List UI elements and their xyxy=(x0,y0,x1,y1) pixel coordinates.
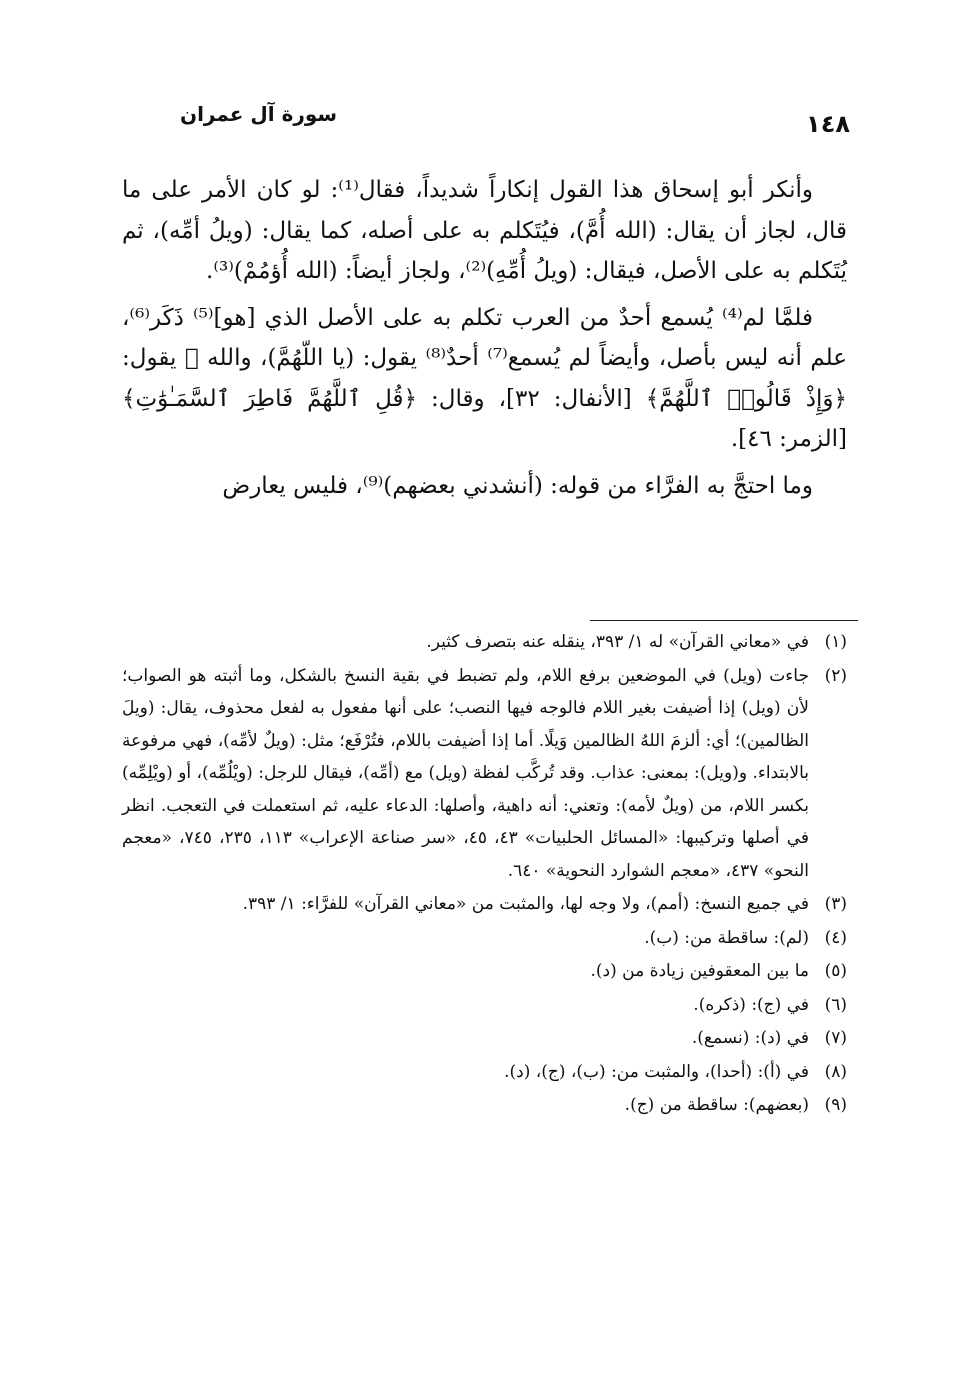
footnote-text: جاءت (ويل) في الموضعين برفع اللام، ولم تضبط في بقية النسخ بالشكل، وما أثبته هو الصواب؛ لأن (ويل) إذا أضيفت بغير اللام فالوجه فيها النصب؛ على أنها مفعول به لفعل محذوف، يقال: (ويلَ الظالمين)؛ أي: ألزمَ اللهُ الظالمين وَيلًا. أما إذا أضيفت باللام، فتُرْفَع؛ مثل: (ويلٌ لأمِّه)، فهي مرفوعة بالابتداء. و(ويل): بمعنى: عذاب. وقد تُركَّب لفظة (ويل) مع (أمِّه)، فيقال للرجل: (ويْلُمِّه)، أو (ويْلِمِّه) بكسر اللام، من (ويلٌ لأمه): وتعني: أنه داهية، وأصلها: الدعاء عليه، ثم استعملت في التعجب. انظر في أصلها وتركيبها: «المسائل الحلبيات» ٤٣، ٤٥، «سر صناعة الإعراب» ١١٣، ٢٣٥، ٧٤٥، «معجم النحو» ٤٣٧، «معجم الشوارد النحوية» ٦٤٠. xyxy=(122,665,810,881)
footnote-text: (بعضهم): ساقطة من (ج). xyxy=(624,1095,809,1115)
footnote xyxy=(122,922,847,955)
footnote-number: (٢) xyxy=(824,665,847,686)
footnote-text: في (ج): (ذكره). xyxy=(693,994,809,1015)
footnote-number: (٦) xyxy=(824,994,847,1015)
running-title: سورة آل عمران xyxy=(180,102,338,126)
footnote-number: (٣) xyxy=(824,894,847,914)
footnote xyxy=(122,1089,847,1122)
footnote-text: في «معاني القرآن» له ١/ ٣٩٣، ينقله عنه بتصرف كثير. xyxy=(426,632,809,652)
paragraph: وما احتجَّ به الفرَّاء من قوله: (أنشدني بعضهم)⁽⁹⁾، فليس يعارض xyxy=(222,472,813,499)
footnote-text: في (د): (نسمع). xyxy=(691,1028,809,1048)
footnotes xyxy=(122,626,847,1122)
main-text xyxy=(122,170,847,506)
page-number: ١٤٨ xyxy=(806,110,850,138)
footnote-text: في جميع النسخ: (أمم)، ولا وجه لها، والمثبت من «معاني القرآن» للفرَّاء: ١/ ٣٩٣. xyxy=(242,894,809,914)
footnote-text: (لم): ساقطة من: (ب). xyxy=(644,927,809,948)
footnote xyxy=(122,660,847,888)
footnote-separator xyxy=(590,620,858,621)
paragraph: فلمَّا لم⁽⁴⁾ يُسمع أحدٌ من العرب تكلم به على الأصل الذي [هو]⁽⁵⁾ ذَكَر⁽⁶⁾، علم أنه ليس بأصل، وأيضاً لم يُسمع⁽⁷⁾ أحدٌ⁽⁸⁾ يقول: (يا اللّهُمَّ)، والله ﷻ يقول: ﴿وَإِذْ قَالُوا۟ ٱللَّهُمَّ﴾ [الأنفال: ٣٢]، وقال: ﴿قُلِ ٱللَّهُمَّ فَاطِرَ ٱلسَّمَـٰوَٰتِ﴾ [الزمر: ٤٦]. xyxy=(122,304,847,452)
footnote xyxy=(122,626,847,659)
page-header xyxy=(110,96,850,146)
footnote xyxy=(122,1022,847,1055)
footnote-number: (٥) xyxy=(824,961,847,981)
footnote xyxy=(122,1056,847,1089)
footnote xyxy=(122,989,847,1022)
footnote-text: ما بين المعقوفين زيادة من (د). xyxy=(590,961,809,981)
footnote-number: (١) xyxy=(824,632,847,652)
footnote xyxy=(122,955,847,988)
footnote-number: (٧) xyxy=(824,1028,847,1048)
footnote xyxy=(122,888,847,921)
footnote-number: (٤) xyxy=(824,927,847,948)
footnote-number: (٩) xyxy=(824,1095,847,1115)
footnote-text: في (أ): (أحدا)، والمثبت من: (ب)، (ج)، (د). xyxy=(504,1061,809,1082)
paragraph: وأنكر أبو إسحاق هذا القول إنكاراً شديداً، فقال⁽¹⁾: لو كان الأمر على ما قال، لجاز أن يقال: (الله أُمَّ)، فيُتَكلم به على أصله، كما يقال: (ويلُ أمِّه)، ثم يُتَكلم به على الأصل، فيقال: (ويلُ أُمِّهِ)⁽²⁾، ولجاز أيضاً: (الله أُؤمُمْ)⁽³⁾. xyxy=(122,177,847,284)
footnote-number: (٨) xyxy=(824,1061,847,1082)
